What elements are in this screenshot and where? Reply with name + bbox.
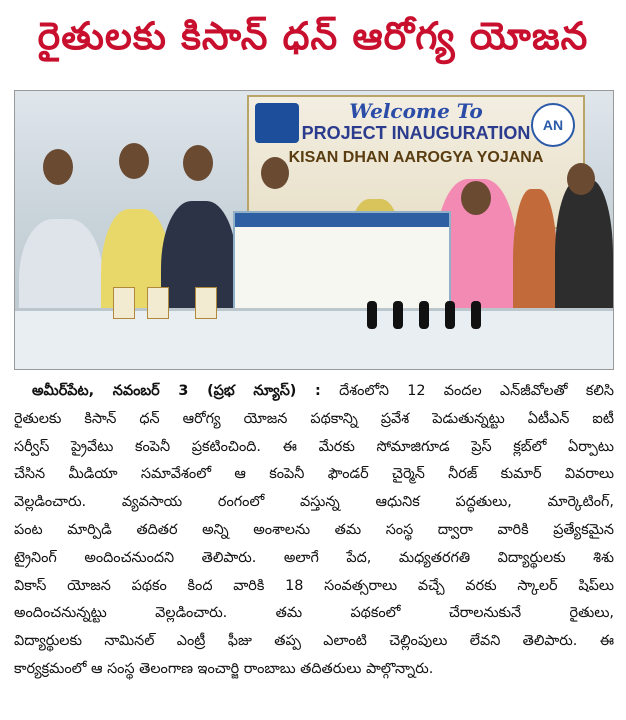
person-head bbox=[261, 157, 289, 189]
person-head bbox=[183, 145, 213, 181]
microphone-icon bbox=[471, 301, 481, 329]
product-box-icon bbox=[147, 287, 169, 319]
person-head bbox=[119, 143, 149, 179]
headline: రైతులకు కిసాన్ ధన్ ఆరోగ్య యోజన bbox=[37, 14, 589, 58]
banner-subtitle: KISAN DHAN AAROGYA YOJANA bbox=[288, 149, 544, 166]
article-line: వికాస్ యోజన పథకం కింద వారికి 18 సంవత్సరాలు వచ్చే వరకు స్కాలర్ షిప్‌లు bbox=[14, 577, 614, 594]
article-line: అమీర్‌పేట, నవంబర్ 3 (ప్రభ న్యూస్) : దేశంలోని 12 వందల ఎన్‌జీవోలతో కలిసి bbox=[32, 383, 614, 399]
article-line: అందించనున్నట్టు వెల్లడించారు. తమ పథకంలో చేరాలనుకునే రైతులు, bbox=[14, 605, 614, 622]
news-photo bbox=[14, 90, 614, 370]
dateline: అమీర్‌పేట, నవంబర్ 3 (ప్రభ న్యూస్) : bbox=[32, 383, 321, 399]
banner-title: PROJECT INAUGURATION bbox=[301, 123, 531, 143]
press-table bbox=[15, 308, 613, 369]
person-head bbox=[43, 149, 73, 185]
article-line: సర్వీస్ ప్రైవేటు కంపెనీ ప్రకటించింది. ఈ మేరకు సోమాజిగూడ ప్రెస్ క్లబ్‌లో ఏర్పాటు bbox=[14, 438, 614, 455]
person-head bbox=[567, 163, 595, 195]
article-line: విద్యార్థులకు నామినల్ ఎంట్రీ ఫీజు తప్ప ఎలాంటి చెల్లింపులు లేవని తెలిపారు. ఈ bbox=[14, 633, 614, 650]
article-line: ట్రైనింగ్ అందించనుందని తెలిపారు. అలాగే పేద, మధ్యతరగతి విద్యార్థులకు శిశు bbox=[14, 549, 614, 566]
article-line: రైతులకు కిసాన్ ధన్ ఆరోగ్య యోజన పథకాన్ని ప్రవేశ పెడుతున్నట్టు ఏటీఎన్ ఐటీ bbox=[14, 410, 614, 427]
cheque-header-band bbox=[235, 213, 449, 227]
microphone-icon bbox=[393, 301, 403, 329]
product-box-icon bbox=[113, 287, 135, 319]
microphone-icon bbox=[419, 301, 429, 329]
atn-logo-icon: AN bbox=[531, 103, 575, 147]
article-line: పంట మార్పిడి తదితర అన్ని అంశాలను తమ సంస్థ ద్వారా వారికి ప్రత్యేకమైన bbox=[14, 521, 614, 538]
article-line: చేసిన మీడియా సమావేశంలో ఆ కంపెనీ ఫౌండర్ చైర్మెన్ నీరజ్ కుమార్ వివరాలు bbox=[14, 466, 614, 483]
microphone-icon bbox=[367, 301, 377, 329]
person-head bbox=[461, 181, 491, 215]
article-body bbox=[14, 378, 614, 708]
banner-welcome-text: Welcome To bbox=[349, 99, 483, 123]
product-box-icon bbox=[195, 287, 217, 319]
microphone-icon bbox=[445, 301, 455, 329]
article-line: వెల్లడించారు. వ్యవసాయ రంగంలో వస్తున్న ఆధునిక పద్ధతులు, మార్కెటింగ్, bbox=[14, 494, 614, 511]
article-line: కార్యక్రమంలో ఆ సంస్థ తెలంగాణ ఇంచార్జి రాంబాబు తదితరులు పాల్గొన్నారు. bbox=[14, 660, 434, 677]
